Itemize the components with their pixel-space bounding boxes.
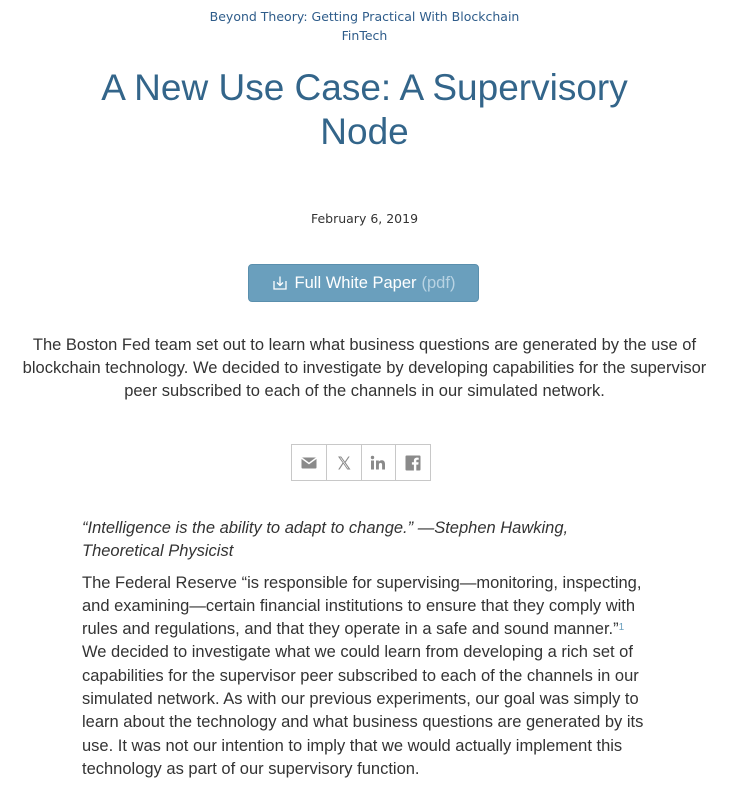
- full-white-paper-button[interactable]: [248, 264, 479, 302]
- series-link[interactable]: Beyond Theory: Getting Practical With Blockchain: [209, 9, 520, 24]
- facebook-icon: [404, 454, 422, 472]
- article-body: [82, 517, 650, 781]
- footnote-link[interactable]: 1: [618, 622, 625, 634]
- email-icon: [300, 454, 318, 472]
- share-linkedin-button[interactable]: [362, 445, 397, 480]
- linkedin-icon: [369, 454, 387, 472]
- category-link[interactable]: FinTech: [341, 28, 388, 43]
- download-icon: [272, 275, 288, 291]
- paragraph-text-1: The Federal Reserve “is responsible for supervising—monitoring, inspecting, and examining—certain financial institutions to ensure that they comply with rules and regulations, and that they operate in a safe and sound manner.”: [82, 573, 642, 639]
- button-format: (pdf): [421, 273, 456, 292]
- paragraph-text-2: We decided to investigate what we could learn from developing a rich set of capabilities for the supervisor peer subscribed to each of the channels in our simulated network. As with our previous experiments, our goal was simply to learn about the technology and what business questions are generated by its use. It was not our intention to imply that we would actually implement this technology as part of our supervisory function.: [82, 643, 644, 778]
- share-bar: [291, 444, 431, 481]
- publish-date: February 6, 2019: [310, 211, 419, 226]
- button-label: Full White Paper: [294, 273, 417, 292]
- series-header: [0, 7, 729, 45]
- share-x-button[interactable]: [327, 445, 362, 480]
- x-icon: [335, 454, 353, 472]
- page-title: A New Use Case: A Supervisory Node: [101, 67, 628, 152]
- epigraph-quote: “Intelligence is the ability to adapt to change.” —Stephen Hawking, Theoretical Physicist: [82, 519, 569, 561]
- share-email-button[interactable]: [292, 445, 327, 480]
- share-facebook-button[interactable]: [396, 445, 430, 480]
- body-paragraph: [82, 572, 650, 782]
- article-summary: The Boston Fed team set out to learn what business questions are generated by the use of blockchain technology. We decided to investigate by developing capabilities for the supervisor peer subscribed to each of the channels in our simulated network.: [22, 336, 707, 400]
